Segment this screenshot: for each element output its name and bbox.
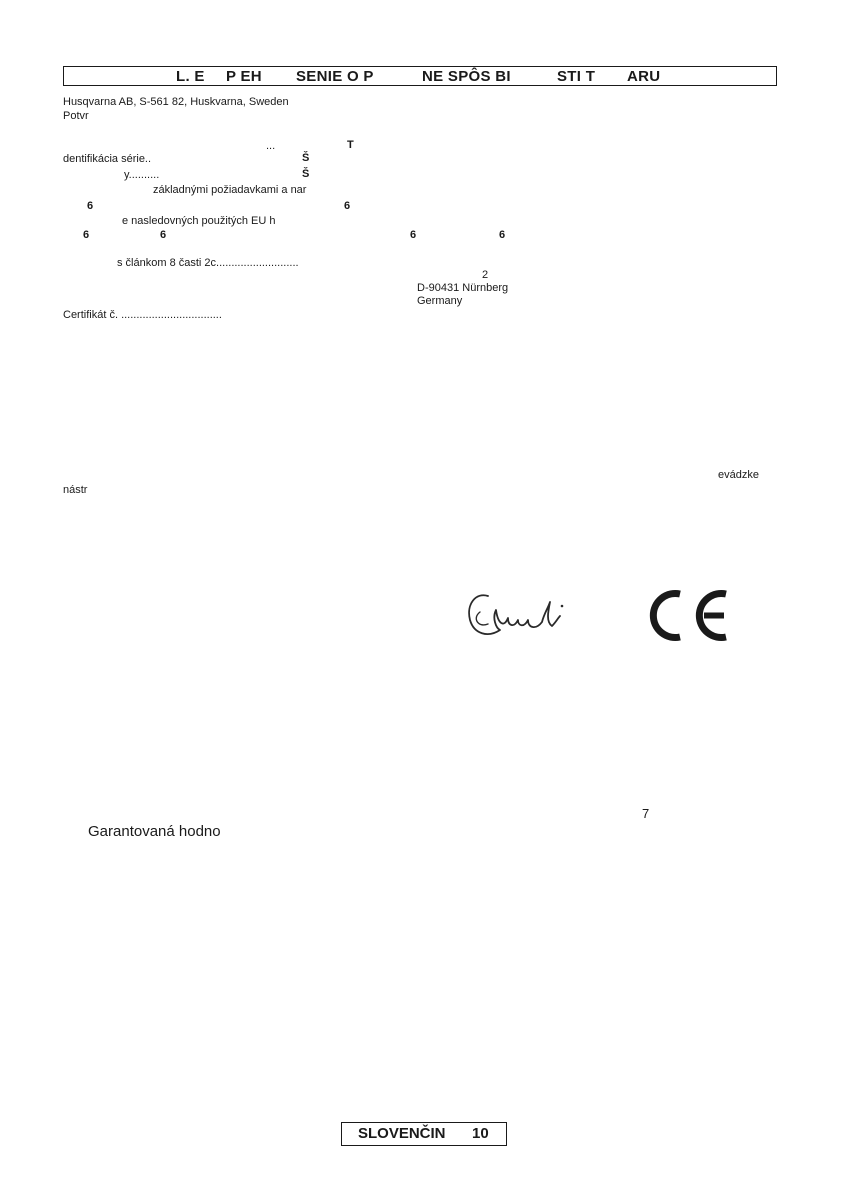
letter-s-fragment: Š bbox=[302, 152, 310, 164]
ce-mark-icon bbox=[646, 588, 730, 643]
title-fragment-5: STI T bbox=[557, 68, 596, 85]
country: Germany bbox=[417, 295, 463, 307]
digit-six: 6 bbox=[344, 200, 351, 212]
digit-six: 6 bbox=[410, 229, 417, 241]
ellipsis-fragment: ... bbox=[266, 140, 276, 152]
eu-directives-text: e nasledovných použitých EU h bbox=[122, 215, 276, 227]
guaranteed-value-label: Garantovaná hodno bbox=[88, 823, 221, 840]
signature-image bbox=[458, 578, 576, 652]
title-fragment-3: SENIE O P bbox=[296, 68, 374, 85]
series-identification: dentifikácia série.. bbox=[63, 153, 152, 165]
letter-t-fragment: T bbox=[347, 139, 354, 151]
digit-six: 6 bbox=[160, 229, 167, 241]
page-footer bbox=[341, 1122, 507, 1146]
footer-language: SLOVENČIN bbox=[358, 1125, 446, 1142]
address-number: 2 bbox=[482, 269, 489, 281]
digit-seven: 7 bbox=[642, 806, 650, 821]
title-fragment-6: ARU bbox=[627, 68, 661, 85]
postal-city: D-90431 Nürnberg bbox=[417, 282, 509, 294]
declaration-title-box bbox=[63, 66, 777, 86]
page-number: 10 bbox=[472, 1125, 489, 1142]
title-fragment-1: L. E bbox=[176, 68, 205, 85]
certificate-number: Certifikát č. ................................. bbox=[63, 309, 222, 321]
title-fragment-2: P EH bbox=[226, 68, 262, 85]
manufacturer-address: Husqvarna AB, S-561 82, Huskvarna, Sweden bbox=[63, 96, 289, 108]
basic-requirements-text: základnými požiadavkami a nar bbox=[153, 184, 307, 196]
title-fragment-4: NE SPÔS BI bbox=[422, 68, 511, 85]
article-reference: s článkom 8 časti 2c........................... bbox=[117, 257, 299, 269]
confirmation-text: Potvr bbox=[63, 110, 89, 122]
digit-six: 6 bbox=[499, 229, 506, 241]
dotted-fragment: y.......... bbox=[124, 169, 160, 181]
digit-six: 6 bbox=[83, 229, 90, 241]
tool-fragment: nástr bbox=[63, 484, 88, 496]
digit-six: 6 bbox=[87, 200, 94, 212]
operation-fragment: evádzke bbox=[718, 469, 759, 481]
letter-s-fragment-2: Š bbox=[302, 168, 310, 180]
